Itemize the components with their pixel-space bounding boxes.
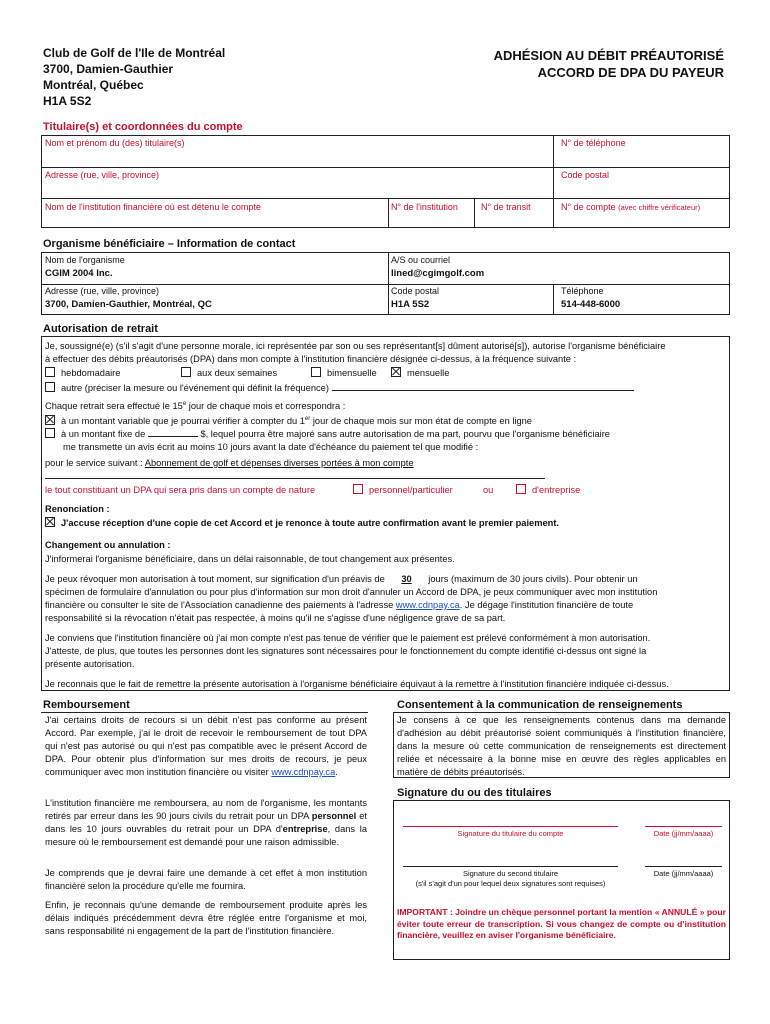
account-note: (avec chiffre vérificateur)	[618, 203, 701, 212]
payee-phone-value: 514-448-6000	[561, 299, 621, 310]
freq-biweekly-label: aux deux semaines	[197, 368, 278, 378]
personal-label: personnel/particulier	[369, 485, 453, 495]
change-paragraph: J'informerai l'organisme bénéficiaire, dans un délai raisonnable, de tout changement aux présentes.	[45, 554, 455, 564]
freq-other-option[interactable]	[45, 382, 634, 395]
business-account-option[interactable]	[516, 484, 580, 497]
agree-line-3: présente autorisation.	[45, 659, 135, 669]
institution-number-field[interactable]: N° de l'institution	[391, 202, 458, 212]
change-title: Changement ou annulation :	[45, 540, 171, 550]
revoke-line-4: responsabilité si la révocation n'était pas respectée, à moins qu'il ne s'agisse d'une négligence grave de sa part.	[45, 613, 506, 623]
fixed-amount-option[interactable]: à un montant fixe de $, lequel pourra être majoré sans autre autorisation de ma part, pourvu que l'organisme bénéficiaire	[45, 428, 610, 441]
org-city: Montréal, Québec	[43, 78, 144, 92]
fixed-amount-input[interactable]	[148, 436, 198, 437]
payee-postal-value: H1A 5S2	[391, 299, 430, 310]
payee-org-value: CGIM 2004 Inc.	[45, 268, 113, 279]
fixed-amount-notice: me transmette un avis écrit au moins 10 jours avant la date d'échéance du paiement tel que modifié :	[63, 442, 479, 452]
cdnpay-link-refund[interactable]: www.cdnpay.ca	[271, 767, 336, 777]
checkbox-icon[interactable]	[45, 382, 55, 392]
agree-line-1: Je conviens que l'institution financière où j'ai mon compte n'est pas tenue de vérifier que le paiement est prélevé conformément à mon autorisation.	[45, 633, 651, 643]
second-date-input[interactable]	[645, 866, 722, 867]
freq-other-input[interactable]	[332, 390, 634, 391]
checkbox-icon[interactable]	[45, 428, 55, 438]
consent-text: Je consens à ce que les renseignements contenus dans ma demande d'adhésion au débit préautorisé soient communiqués à l'institution financière, dans la mesure où cette communication de renseignements est directement reliée et nécessaire à la bonne mise en œuvre des règles applicables en matière de débits préautorisés.	[397, 715, 726, 777]
refund-paragraph-3: Je comprends que je devrai faire une demande à cet effet à mon institution financière selon la procédure qu'elle me fournira.	[45, 868, 367, 891]
payee-phone-label: Téléphone	[561, 286, 604, 296]
freq-weekly-label: hebdomadaire	[61, 368, 121, 378]
checkbox-icon[interactable]	[516, 484, 526, 494]
freq-monthly-label: mensuelle	[407, 368, 450, 378]
freq-weekly-option[interactable]	[45, 367, 120, 380]
freq-other-label: autre (préciser la mesure ou l'événement qui définit la fréquence)	[61, 383, 329, 393]
holder-phone-field[interactable]: N° de téléphone	[561, 138, 626, 148]
title-line-2: ACCORD DE DPA DU PAYEUR	[537, 65, 724, 80]
holder-address-field[interactable]: Adresse (rue, ville, province)	[45, 170, 160, 180]
revoke-line-3: financière ou consulter le site de l'Association canadienne des paiements à l'adresse www.cdnpay.ca. Je dégage l'institution financière de toute	[45, 600, 634, 610]
checkbox-icon[interactable]	[45, 367, 55, 377]
org-postal: H1A 5S2	[43, 94, 92, 108]
payee-contact-label: A/S ou courriel	[391, 255, 451, 265]
holder-section-title: Titulaire(s) et coordonnées du compte	[43, 121, 243, 133]
auth-intro-line-1: Je, soussigné(e) (s'il s'agit d'une personne morale, ici représentée par son ou ses représentant[s] dûment autorisé[s]), autorise l'organisme bénéficiaire	[45, 341, 666, 351]
payee-section-title: Organisme bénéficiaire – Information de contact	[43, 238, 296, 250]
service-line	[45, 457, 414, 470]
refund-paragraph-4: Enfin, je reconnais qu'une demande de remboursement produite après les délais indiqués précédemment devra être réglée entre l'organisme et moi, sans responsabilité ni engagement de la part de l'institution financière.	[45, 900, 367, 936]
consent-section-title: Consentement à la communication de renseignements	[397, 699, 683, 711]
refund-section-title: Remboursement	[43, 699, 130, 711]
payee-contact-value: lined@cgimgolf.com	[391, 268, 485, 279]
signature-section-title: Signature du ou des titulaires	[397, 787, 552, 799]
service-label: pour le service suivant :	[45, 458, 143, 468]
checkbox-icon[interactable]	[181, 367, 191, 377]
waiver-option[interactable]	[45, 517, 559, 530]
or-label: ou	[483, 485, 494, 495]
waiver-text: J'accuse réception d'une copie de cet Accord et je renonce à toute autre confirmation avant le premier paiement.	[61, 518, 559, 528]
payee-address-label: Adresse (rue, ville, province)	[45, 286, 160, 296]
checkbox-icon[interactable]	[353, 484, 363, 494]
payee-org-label: Nom de l'organisme	[45, 255, 125, 265]
variable-amount-option[interactable]: à un montant variable que je pourrai vérifier à compter du 1er jour de chaque mois sur mon état de compte en ligne	[45, 413, 532, 428]
important-notice: IMPORTANT : Joindre un chèque personnel portant la mention « ANNULÉ » pour éviter toute erreur de transcription. Si vous changez de compte ou d'institution financière, veuillez en aviser l'organisme bénéficiaire.	[397, 907, 726, 940]
account-number-field[interactable]	[561, 202, 700, 213]
business-label: d'entreprise	[532, 485, 581, 495]
refund-paragraph-1: J'ai certains droits de recours si un débit n'est pas conforme au présent Accord. Par exemple, j'ai le droit de recevoir le remboursement de tout DPA qui n'est pas autorisé ou qui n'est pas compatible avec le présent Accord de DPA. Pour obtenir plus d'information sur mes droits de recours, je peux communiquer avec mon institution financière ou visiter www.cdnpay.ca.	[45, 715, 367, 777]
freq-bimonthly-label: bimensuelle	[327, 368, 377, 378]
cdnpay-link[interactable]: www.cdnpay.ca	[395, 600, 460, 610]
org-name: Club de Golf de l'Ile de Montréal	[43, 46, 226, 60]
service-underline	[45, 478, 545, 479]
payee-address-value: 3700, Damien-Gauthier, Montréal, QC	[45, 299, 212, 310]
checked-checkbox-icon[interactable]	[45, 415, 55, 425]
freq-bimonthly-option[interactable]	[311, 367, 377, 380]
personal-account-option[interactable]	[353, 484, 453, 497]
authorization-section-title: Autorisation de retrait	[43, 323, 158, 335]
second-date-label: Date (jj/mm/aaaa)	[653, 869, 714, 878]
revoke-line-2: spécimen de formulaire d'annulation ou pour plus d'information sur mon droit d'annuler un Accord de DPA, je peux communiquer avec mon institution	[45, 587, 658, 597]
freq-monthly-option[interactable]	[391, 367, 449, 380]
second-signature-label: Signature du second titulaire (s'il s'agit d'un pour lequel deux signatures sont requises)	[415, 869, 606, 888]
org-address-block	[43, 45, 225, 109]
second-signature-input[interactable]	[403, 866, 618, 867]
payee-postal-label: Code postal	[391, 286, 440, 296]
holder-date-input[interactable]	[645, 826, 722, 827]
holder-date-label: Date (jj/mm/aaaa)	[653, 829, 714, 838]
service-value[interactable]: Abonnement de golf et dépenses diverses portées à mon compte	[144, 458, 414, 468]
org-street: 3700, Damien-Gauthier	[43, 62, 174, 76]
title-line-1: ADHÉSION AU DÉBIT PRÉAUTORISÉ	[493, 48, 724, 63]
holder-signature-label: Signature du titulaire du compte	[457, 829, 564, 838]
transit-number-field[interactable]: N° de transit	[481, 202, 531, 212]
holder-signature-input[interactable]	[403, 826, 618, 827]
auth-intro-line-2: à effectuer des débits préautorisés (DPA) dans mon compte à l'institution financière désignée ci-dessus, à la fréquence suivante :	[45, 354, 577, 364]
withdrawal-day-line: Chaque retrait sera effectué le 15e jour de chaque mois et correspondra :	[45, 401, 346, 412]
checkbox-icon[interactable]	[311, 367, 321, 377]
dpa-type-line: le tout constituant un DPA qui sera pris dans un compte de nature	[45, 485, 316, 495]
refund-paragraph-2: L'institution financière me remboursera, au nom de l'organisme, les montants retirés par erreur dans les 90 jours civils du retrait pour un DPA personnel et dans les 10 jours ouvrables du retrait pour un DPA d'entreprise, dans la mesure où le remboursement est demandé pour une raison admissible.	[45, 798, 367, 847]
delivery-paragraph: Je reconnais que le fait de remettre la présente autorisation à l'organisme bénéficiaire équivaut à la remettre à l'institution financière indiquée ci-dessus.	[45, 679, 669, 689]
document-title	[494, 47, 724, 81]
waiver-title: Renonciation :	[45, 504, 110, 514]
revoke-line-1: Je peux révoquer mon autorisation à tout moment, sur signification d'un préavis de 30 jours (maximum de 30 jours civils). Pour obtenir un	[45, 574, 638, 584]
agree-line-2: J'atteste, de plus, que toutes les personnes dont les signatures sont nécessaires pour le fonctionnement du compte identifié ci-dessus ont signé la	[45, 646, 647, 656]
checked-checkbox-icon[interactable]	[45, 517, 55, 527]
account-label: N° de compte	[561, 202, 616, 212]
holder-name-field[interactable]: Nom et prénom du (des) titulaire(s)	[45, 138, 185, 148]
checked-checkbox-icon[interactable]	[391, 367, 401, 377]
notice-days-value[interactable]: 30	[401, 574, 412, 584]
freq-biweekly-option[interactable]	[181, 367, 277, 380]
holder-postal-field[interactable]: Code postal	[561, 170, 610, 180]
institution-name-field[interactable]: Nom de l'institution financière où est détenu le compte	[45, 202, 261, 212]
